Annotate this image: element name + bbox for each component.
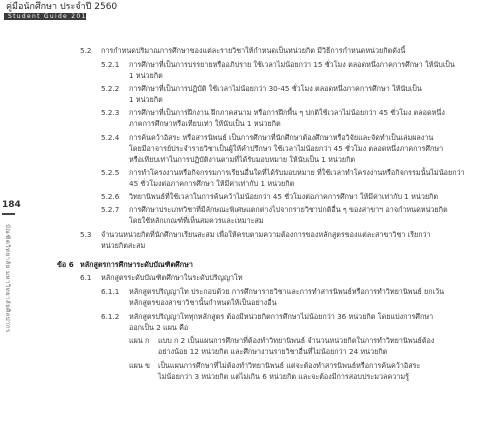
header-title: คู่มือนักศึกษา ประจำปี 2560 [6,2,118,12]
item-6-1-1-number: 6.1.1 [101,287,120,296]
item-5-2-1-line-2: 1 หน่วยกิต [129,71,163,80]
item-6-1-1-line-2: หลักสูตรของสาขาวิชานั้นกำหนดให้เป็นอย่างอื่น [129,298,277,307]
article-6-label: ข้อ 6 [57,260,74,269]
item-5-2-5-line-2: 45 ชั่วโมงต่อภาคการศึกษา ให้มีค่าเท่ากับ 1 หน่วยกิต [129,179,295,188]
section-6-1-text: หลักสูตรระดับบัณฑิตศึกษาในระดับปริญญาโท [101,273,243,282]
page-number-underline [2,213,15,215]
item-5-2-5-line-1: การทำโครงงานหรือกิจกรรมการเรียนอื่นใดที่ได้รับมอบหมาย ที่ใช้เวลาทำโครงงานหรือกิจกรรมนั้นไม่น้อยกว่า [129,168,465,177]
item-5-2-2-number: 5.2.2 [101,84,120,93]
section-5-3-line-2: หน่วยกิตสะสม [101,241,146,250]
header-subtitle: Student Guide 2017 [8,13,92,20]
item-5-2-3-line-1: การศึกษาที่เป็นการฝึกงาน ฝึกภาคสนาม หรือการฝึกพื้น ๆ ปกติใช้เวลาไม่น้อยกว่า 45 ชั่วโมง ตลอดหนึ่ง [129,108,445,117]
item-6-1-2-line-2: ออกเป็น 2 แผน คือ [129,323,189,332]
item-5-2-4-number: 5.2.4 [101,133,120,142]
item-6-1-1-line-1: หลักสูตรปริญญาโท ประกอบด้วย การศึกษารายวิชาและการทำสารนิพนธ์หรือการทำวิทยานิพนธ์ ยกเว้น [129,287,445,296]
article-6-title: หลักสูตรการศึกษาระดับบัณฑิตศึกษา [80,260,193,269]
plan-b-label: แผน ข [129,361,150,370]
item-5-2-6-number: 5.2.6 [101,192,120,201]
item-5-2-3-number: 5.2.3 [101,108,120,117]
item-5-2-7-line-2: โดยใช้หลักเกณฑ์ที่เห็นสมควรและเหมาะสม [129,216,264,225]
item-6-1-2-number: 6.1.2 [101,312,120,321]
item-5-2-2-line-2: 1 หน่วยกิต [129,95,163,104]
plan-a-label: แผน ก [129,336,150,345]
side-vertical-text: บัณฑิตวิทยาลัย มหาวิทยาลัยศิลปากร [4,224,11,333]
item-5-2-4-line-1: การค้นคว้าอิสระ หรือสารนิพนธ์ เป็นการศึกษาที่นักศึกษาต้องศึกษาหรือวิจัยและจัดทำเป็นเล่มผลงาน [129,133,434,142]
item-5-2-3-line-2: ภาคการศึกษาหรือเทียบเท่า ให้นับเป็น 1 หน่วยกิต [129,119,281,128]
item-5-2-1-number: 5.2.1 [101,60,120,69]
section-5-2-intro: การกำหนดปริมาณการศึกษาของแต่ละรายวิชาให้กำหนดเป็นหน่วยกิต มีวิธีการกำหนดหน่วยกิตดังนี้ [101,46,406,55]
page-number: 184 [2,200,21,210]
item-5-2-5-number: 5.2.5 [101,168,120,177]
item-5-2-4-line-3: หรือเทียบเท่าในการปฏิบัติงานตามที่ได้รับมอบหมาย ให้นับเป็น 1 หน่วยกิต [129,155,356,164]
plan-b-line-1: เป็นแผนการศึกษาที่ไม่ต้องทำวิทยานิพนธ์ แต่จะต้องทำสารนิพนธ์หรือการค้นคว้าอิสระ [158,361,421,370]
section-5-2-number: 5.2 [80,46,92,55]
item-5-2-6-line-1: วิทยานิพนธ์ที่ใช้เวลาในการค้นคว้าไม่น้อยกว่า 45 ชั่วโมงต่อภาคการศึกษา ให้มีค่าเท่ากับ 1 หน่วยกิต [129,192,439,201]
item-5-2-7-line-1: การศึกษาประเภทวิชาที่มีลักษณะพิเศษแตกต่างไปจากรายวิชาปกติอื่น ๆ ของสาขาฯ อาจกำหนดหน่วยกิต [129,205,448,214]
section-6-1-number: 6.1 [80,273,92,282]
item-5-2-2-line-1: การศึกษาที่เป็นการปฏิบัติ ใช้เวลาไม่น้อยกว่า 30-45 ชั่วโมง ตลอดหนึ่งภาคการศึกษา ให้นับเป็น [129,84,422,93]
plan-b-line-2: ไม่น้อยกว่า 3 หน่วยกิต แต่ไม่เกิน 6 หน่วยกิต และจะต้องมีการสอบประมวลความรู้ [158,372,409,381]
section-5-3-line-1: จำนวนหน่วยกิตที่นักศึกษาเรียนสะสม เพื่อให้ครบตามความต้องการของหลักสูตรของแต่ละสาขาวิชา เรียกว่า [101,230,431,239]
plan-a-line-1: แบบ ก 2 เป็นแผนการศึกษาที่ต้องทำวิทยานิพนธ์ จำนวนหน่วยกิตในการทำวิทยานิพนธ์ต้อง [158,336,435,345]
section-5-3-number: 5.3 [80,230,92,239]
item-5-2-7-number: 5.2.7 [101,205,120,214]
item-5-2-4-line-2: โดยมีอาจารย์ประจำรายวิชาเป็นผู้ให้คำปรึกษา ใช้เวลาไม่น้อยกว่า 45 ชั่วโมง ตลอดหนึ่งภาคการศึกษา [129,144,444,153]
item-6-1-2-line-1: หลักสูตรปริญญาโททุกหลักสูตร ต้องมีหน่วยกิตการศึกษาไม่น้อยกว่า 36 หน่วยกิต โดยแบ่งการศึกษา [129,312,434,321]
item-5-2-1-line-1: การศึกษาที่เป็นการบรรยายหรืออภิปราย ใช้เวลาไม่น้อยกว่า 15 ชั่วโมง ตลอดหนึ่งภาคการศึกษา ให้นับเป็น [129,60,455,69]
plan-a-line-2: อย่างน้อย 12 หน่วยกิต และศึกษางานรายวิชาอื่นที่ไม่น้อยกว่า 24 หน่วยกิต [158,347,388,356]
